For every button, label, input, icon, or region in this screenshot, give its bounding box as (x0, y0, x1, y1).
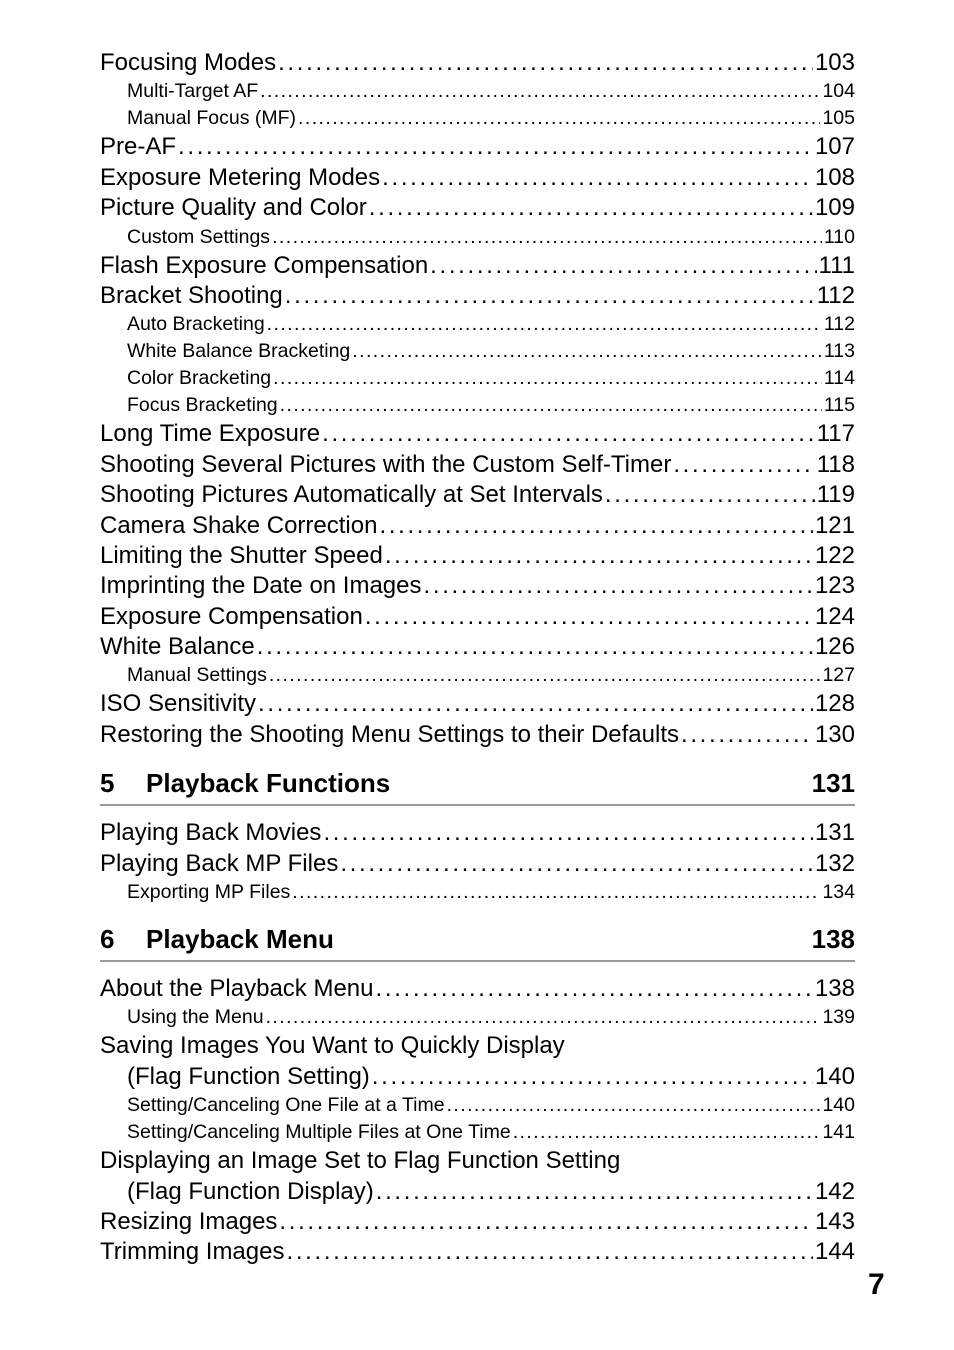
toc-entry[interactable] (100, 571, 855, 601)
dot-leader (382, 163, 813, 193)
dot-leader (178, 132, 813, 162)
page-number: 7 (868, 1268, 885, 1301)
toc-entry[interactable] (100, 1146, 855, 1176)
toc-entry[interactable] (100, 541, 855, 571)
toc-entry[interactable] (100, 632, 855, 662)
toc-entry[interactable] (100, 419, 855, 449)
toc-entry-page: 119 (816, 481, 855, 509)
toc-entry-title: White Balance Bracketing (127, 340, 351, 363)
toc-entry-title: Custom Settings (127, 225, 271, 248)
toc-entry-page: 108 (814, 163, 855, 191)
toc-entry[interactable] (100, 193, 855, 223)
toc-entry-title: Limiting the Shutter Speed (100, 541, 383, 569)
toc-entry-page: 121 (814, 511, 855, 539)
toc-entry-title: Exposure Metering Modes (100, 163, 381, 191)
toc-entry-page: 143 (814, 1207, 855, 1235)
toc-entry-title: Exposure Compensation (100, 602, 363, 630)
toc-entry[interactable] (100, 689, 855, 719)
dot-leader (376, 1177, 813, 1207)
toc-entry[interactable] (100, 1207, 855, 1237)
dot-leader (258, 689, 813, 719)
chapter-page: 138 (811, 924, 855, 955)
toc-entry-page: 140 (814, 1062, 855, 1090)
toc-entry[interactable] (100, 849, 855, 879)
toc-entry-title: White Balance (100, 633, 255, 661)
toc-entry-page: 144 (814, 1238, 855, 1266)
toc-entry-page: 127 (822, 664, 855, 687)
toc-entry-title: Focus Bracketing (127, 394, 278, 417)
toc-entry-page: 131 (814, 819, 855, 847)
dot-leader (292, 879, 820, 906)
toc-entry-title: Resizing Images (100, 1207, 278, 1235)
toc-entry-title: Auto Bracketing (127, 313, 265, 336)
toc-entry[interactable] (100, 1062, 855, 1092)
toc-subentry[interactable] (100, 365, 855, 392)
toc-entry-title: About the Playback Menu (100, 975, 374, 1003)
table-of-contents (100, 48, 855, 1268)
dot-leader (260, 78, 820, 105)
toc-subentry[interactable] (100, 224, 855, 251)
toc-entry-title: Saving Images You Want to Quickly Display (100, 1032, 565, 1060)
toc-section-shooting (100, 48, 855, 750)
toc-subentry[interactable] (100, 105, 855, 132)
toc-entry-title: Trimming Images (100, 1238, 285, 1266)
toc-entry-page: 112 (823, 313, 855, 336)
toc-entry-page: 123 (814, 572, 855, 600)
chapter-heading-6[interactable] (100, 918, 855, 962)
toc-entry[interactable] (100, 281, 855, 311)
toc-entry-title: Playing Back Movies (100, 819, 322, 847)
toc-entry-title: Shooting Pictures Automatically at Set Intervals (100, 481, 603, 509)
dot-leader (278, 48, 813, 78)
toc-entry[interactable] (100, 48, 855, 78)
dot-leader (266, 1004, 821, 1031)
toc-section-playback-functions (100, 818, 855, 906)
toc-section-playback-menu (100, 974, 855, 1268)
toc-entry-title: (Flag Function Display) (127, 1177, 374, 1205)
toc-entry-page: 114 (823, 367, 855, 390)
dot-leader (673, 450, 814, 480)
toc-entry-page: 107 (814, 133, 855, 161)
dot-leader (447, 1092, 821, 1119)
toc-entry-title: (Flag Function Setting) (127, 1062, 370, 1090)
toc-entry-title: Flash Exposure Compensation (100, 251, 429, 279)
toc-entry-title: Manual Focus (MF) (127, 107, 297, 130)
dot-leader (280, 392, 822, 419)
toc-entry[interactable] (100, 974, 855, 1004)
toc-entry[interactable] (100, 602, 855, 632)
toc-entry-page: 118 (816, 450, 855, 478)
dot-leader (424, 571, 813, 601)
toc-entry-page: 105 (822, 107, 855, 130)
toc-entry[interactable] (100, 132, 855, 162)
toc-subentry[interactable] (100, 1004, 855, 1031)
toc-entry[interactable] (100, 1237, 855, 1267)
dot-leader (272, 224, 822, 251)
toc-entry-title: Restoring the Shooting Menu Settings to their Defaults (100, 720, 679, 748)
dot-leader (372, 1062, 813, 1092)
toc-entry-page: 104 (822, 80, 855, 103)
dot-leader (352, 338, 822, 365)
toc-entry-page: 139 (822, 1006, 855, 1029)
toc-entry-page: 113 (823, 340, 855, 363)
toc-entry[interactable] (100, 450, 855, 480)
dot-leader (298, 105, 820, 132)
dot-leader (279, 1207, 813, 1237)
toc-entry-page: 132 (814, 849, 855, 877)
toc-entry-title: Setting/Canceling Multiple Files at One Time (127, 1121, 511, 1144)
toc-entry-page: 124 (814, 602, 855, 630)
toc-subentry[interactable] (100, 662, 855, 689)
dot-leader (286, 1237, 812, 1267)
toc-subentry[interactable] (100, 78, 855, 105)
toc-entry-title: ISO Sensitivity (100, 690, 257, 718)
toc-entry-page: 115 (823, 394, 855, 417)
toc-entry-title: Imprinting the Date on Images (100, 572, 422, 600)
chapter-title: Playback Menu (146, 924, 334, 955)
dot-leader (365, 602, 813, 632)
dot-leader (257, 632, 813, 662)
toc-subentry[interactable] (100, 338, 855, 365)
dot-leader (322, 419, 815, 449)
chapter-heading-left (100, 762, 390, 804)
toc-entry[interactable] (100, 1031, 855, 1061)
toc-entry-title: Exporting MP Files (127, 881, 291, 904)
toc-entry-page: 122 (814, 541, 855, 569)
toc-entry[interactable] (100, 163, 855, 193)
toc-entry[interactable] (100, 1177, 855, 1207)
toc-entry-title: Playing Back MP Files (100, 849, 339, 877)
dot-leader (269, 662, 821, 689)
dot-leader (285, 281, 815, 311)
toc-entry-page: 138 (814, 975, 855, 1003)
dot-leader (430, 251, 816, 281)
toc-entry[interactable] (100, 511, 855, 541)
toc-entry-title: Bracket Shooting (100, 281, 283, 309)
toc-entry-title: Using the Menu (127, 1006, 264, 1029)
chapter-number: 6 (100, 924, 115, 955)
dot-leader (605, 480, 815, 510)
toc-entry-page: 110 (823, 225, 855, 248)
toc-subentry[interactable] (100, 1092, 855, 1119)
chapter-page: 131 (811, 768, 855, 799)
toc-entry-page: 142 (814, 1177, 855, 1205)
toc-entry-title: Pre-AF (100, 133, 177, 161)
toc-entry-title: Focusing Modes (100, 49, 277, 76)
dot-leader (273, 365, 822, 392)
dot-leader (369, 193, 813, 223)
toc-entry-title: Multi-Target AF (127, 80, 259, 103)
toc-entry-page: 117 (816, 420, 855, 448)
toc-entry-page: 109 (814, 194, 855, 222)
toc-subentry[interactable] (100, 311, 855, 338)
toc-subentry[interactable] (100, 879, 855, 906)
dot-leader (379, 511, 813, 541)
dot-leader (323, 818, 813, 848)
chapter-title: Playback Functions (146, 768, 391, 799)
toc-entry-title: Shooting Several Pictures with the Custom Self-Timer (100, 450, 672, 478)
dot-leader (267, 311, 822, 338)
dot-leader (376, 974, 813, 1004)
toc-entry-title: Manual Settings (127, 664, 267, 687)
toc-entry-page: 111 (818, 251, 855, 279)
toc-entry-page: 128 (814, 690, 855, 718)
toc-entry-page: 141 (822, 1121, 855, 1144)
toc-subentry[interactable] (100, 392, 855, 419)
toc-entry[interactable] (100, 818, 855, 848)
toc-entry-page: 126 (814, 633, 855, 661)
toc-entry-page: 134 (822, 881, 855, 904)
toc-entry-title: Displaying an Image Set to Flag Function Setting (100, 1147, 621, 1175)
toc-entry[interactable] (100, 480, 855, 510)
dot-leader (513, 1119, 821, 1146)
dot-leader (340, 849, 813, 879)
toc-entry-title: Color Bracketing (127, 367, 272, 390)
dot-leader (385, 541, 813, 571)
dot-leader (681, 720, 813, 750)
toc-entry[interactable] (100, 720, 855, 750)
chapter-heading-5[interactable] (100, 762, 855, 806)
toc-entry-page: 112 (816, 281, 855, 309)
toc-entry-title: Picture Quality and Color (100, 194, 367, 222)
toc-subentry[interactable] (100, 1119, 855, 1146)
toc-entry[interactable] (100, 251, 855, 281)
toc-entry-page: 130 (814, 720, 855, 748)
toc-entry-title: Long Time Exposure (100, 420, 321, 448)
toc-entry-title: Camera Shake Correction (100, 511, 378, 539)
toc-entry-page: 140 (822, 1094, 855, 1117)
chapter-heading-left (100, 918, 334, 960)
toc-entry-page: 103 (814, 49, 855, 76)
toc-entry-title: Setting/Canceling One File at a Time (127, 1094, 445, 1117)
chapter-number: 5 (100, 768, 115, 799)
